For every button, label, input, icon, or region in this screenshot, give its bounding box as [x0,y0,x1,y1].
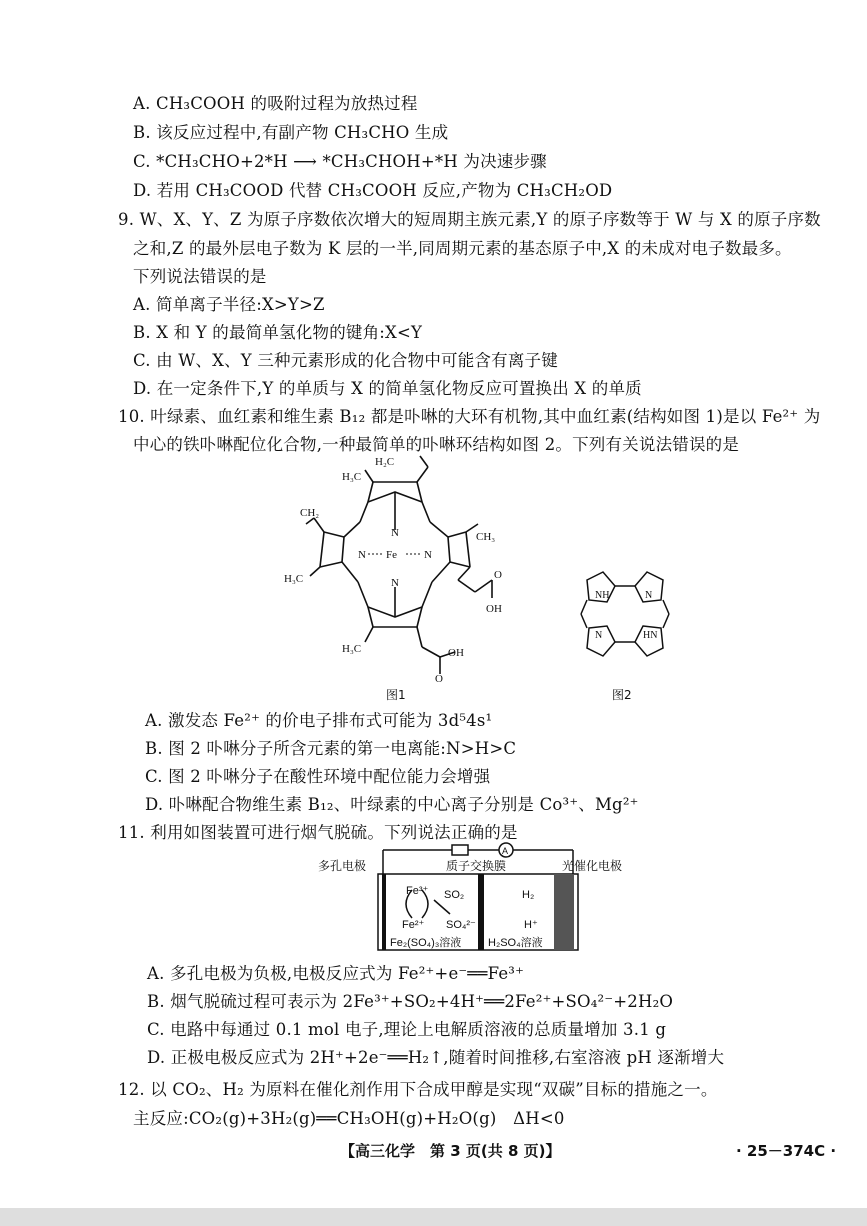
fig1-label-n-top: N [391,527,399,539]
q11-stem: 11. 利用如图装置可进行烟气脱硫。下列说法正确的是 [118,823,518,842]
ammeter-symbol: A [502,846,509,856]
q12-stem: 12. 以 CO₂、H₂ 为原料在催化剂作用下合成甲醇是实现“双碳”目标的措施之一。 [118,1080,718,1099]
q8-option-b: B. 该反应过程中,有副产物 CH₃CHO 生成 [133,123,449,142]
q9-option-a: A. 简单离子半径:X>Y>Z [133,295,325,314]
label-fe3: Fe³⁺ [406,885,429,897]
q11-option-c: C. 电路中每通过 0.1 mol 电子,理论上电解质溶液的总质量增加 3.1 g [147,1020,667,1039]
figure-2-porphine-structure [565,560,685,670]
label-so2: SO₂ [444,889,465,901]
q10-option-c: C. 图 2 卟啉分子在酸性环境中配位能力会增强 [145,767,491,786]
fig1-label-ch2: CH₂ [300,507,320,519]
q9-option-d: D. 在一定条件下,Y 的单质与 X 的简单氢化物反应可置换出 X 的单质 [133,379,642,398]
label-membrane: 质子交换膜 [446,859,507,873]
fig1-label-h3c-left: H₃C [284,573,304,585]
fig2-label-n-bottom: N [595,630,603,641]
q11-option-a: A. 多孔电极为负极,电极反应式为 Fe²⁺+e⁻══Fe³⁺ [147,964,525,983]
figure-1-heme-structure [270,452,520,682]
fig2-label-nh: NH [595,590,610,601]
fig1-label-n-bottom: N [391,577,399,589]
q9-stem-line3: 下列说法错误的是 [133,267,267,286]
scan-bottom-shadow [0,1208,867,1226]
q10-option-b: B. 图 2 卟啉分子所含元素的第一电离能:N>H>C [145,739,517,758]
fig1-label-oh-right: OH [486,603,502,615]
figure-2-caption: 图2 [612,688,632,702]
fig1-label-fe: Fe [386,549,397,561]
fig1-label-o-bottom: O [435,673,443,682]
page-footer-code: · 25－374C · [736,1142,837,1160]
q8-option-a: A. CH₃COOH 的吸附过程为放热过程 [133,94,418,113]
fig1-label-n-right: N [424,549,432,561]
fig1-label-h3c-bottom: H₃C [342,643,362,655]
fig1-label-n-left: N [358,549,366,561]
q11-option-b: B. 烟气脱硫过程可表示为 2Fe³⁺+SO₂+4H⁺══2Fe²⁺+SO₄²⁻+2H₂O [147,992,674,1011]
figure-1-caption: 图1 [386,688,406,702]
label-right-electrode: 光催化电极 [562,859,623,873]
fig1-label-h3c-tl: H₃C [342,471,362,483]
fig1-label-oh-bottom: OH [448,647,464,659]
label-left-solution: Fe₂(SO₄)₃溶液 [390,937,462,949]
fig1-label-o-right: O [494,569,502,581]
fig1-label-ch3-right: CH₃ [476,531,496,543]
label-left-electrode: 多孔电极 [318,859,367,873]
label-hplus: H⁺ [524,919,538,931]
page-footer-center: 【高三化学 第 3 页(共 8 页)】 [340,1142,561,1160]
q8-option-d: D. 若用 CH₃COOD 代替 CH₃COOH 反应,产物为 CH₃CH₂OD [133,181,613,200]
q9-stem-line1: 9. W、X、Y、Z 为原子序数依次增大的短周期主族元素,Y 的原子序数等于 W 与 X 的原子序数 [118,210,821,229]
q12-reaction: 主反应:CO₂(g)+3H₂(g)══CH₃OH(g)+H₂O(g) ΔH<0 [133,1109,565,1128]
q9-stem-line2: 之和,Z 的最外层电子数为 K 层的一半,同周期元素的基态原子中,X 的未成对电子数最多。 [133,239,792,258]
q11-option-d: D. 正极电极反应式为 2H⁺+2e⁻══H₂↑,随着时间推移,右室溶液 pH 逐渐增大 [147,1048,725,1067]
q10-option-d: D. 卟啉配合物维生素 B₁₂、叶绿素的中心离子分别是 Co³⁺、Mg²⁺ [145,795,639,814]
figure-desulfurization-cell [318,842,638,954]
fig1-label-h2c-top: H₂C [375,456,395,468]
label-right-solution: H₂SO₄溶液 [488,937,543,949]
fig2-label-hn: HN [643,630,658,641]
q10-option-a: A. 激发态 Fe²⁺ 的价电子排布式可能为 3d⁵4s¹ [145,711,493,730]
fig2-label-n-top: N [645,590,653,601]
q10-stem-line2: 中心的铁卟啉配位化合物,一种最简单的卟啉环结构如图 2。下列有关说法错误的是 [133,435,740,454]
q10-stem-line1: 10. 叶绿素、血红素和维生素 B₁₂ 都是卟啉的大环有机物,其中血红素(结构如图 1)是以 Fe²⁺ 为 [118,407,821,426]
q9-option-c: C. 由 W、X、Y 三种元素形成的化合物中可能含有离子键 [133,351,558,370]
label-fe2: Fe²⁺ [402,919,425,931]
q9-option-b: B. X 和 Y 的最简单氢化物的键角:X<Y [133,323,423,342]
q8-option-c: C. *CH₃CHO+2*H ⟶ *CH₃CHOH+*H 为决速步骤 [133,152,547,171]
label-so4: SO₄²⁻ [446,919,476,931]
label-h2: H₂ [522,889,535,901]
